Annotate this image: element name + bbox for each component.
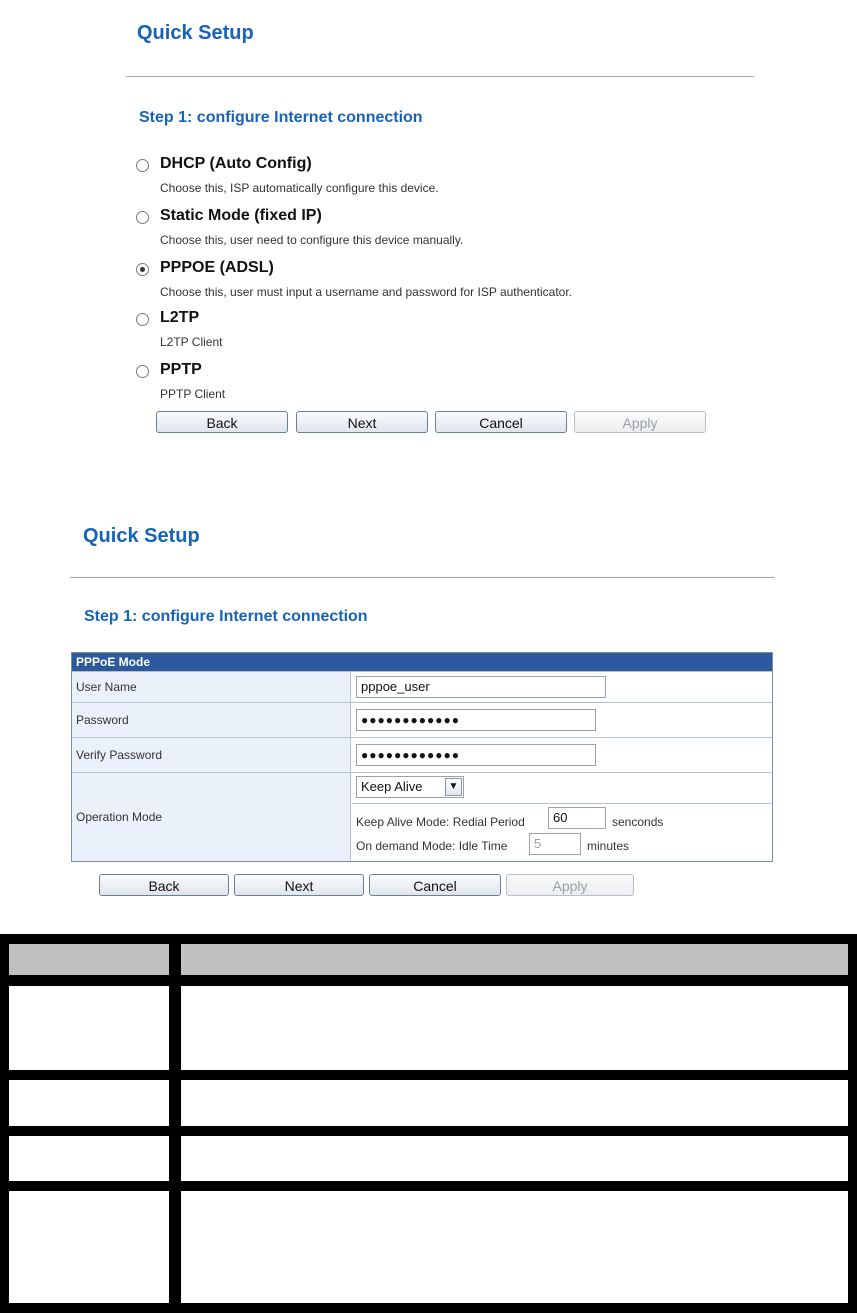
table-cell <box>181 1136 848 1181</box>
table-cell <box>181 1080 848 1126</box>
user-name-label: User Name <box>72 672 351 702</box>
chevron-down-icon[interactable]: ▼ <box>445 778 462 796</box>
back-button[interactable]: Back <box>99 874 229 896</box>
pppoe-form <box>71 652 773 862</box>
back-button[interactable]: Back <box>156 411 288 433</box>
divider <box>126 76 754 77</box>
table-cell <box>9 1191 169 1303</box>
operation-mode-value: Keep Alive <box>361 779 423 794</box>
apply-button[interactable]: Apply <box>574 411 706 433</box>
radio-dhcp[interactable] <box>136 159 149 172</box>
page-title: Quick Setup <box>83 525 200 547</box>
radio-pppoe[interactable] <box>136 263 149 276</box>
apply-button[interactable]: Apply <box>506 874 634 896</box>
option-description: Choose this, ISP automatically configure this device. <box>160 181 439 195</box>
verify-password-input[interactable]: ●●●●●●●●●●●● <box>356 744 596 766</box>
option-label: PPPOE (ADSL) <box>160 259 274 276</box>
option-description: PPTP Client <box>160 387 226 401</box>
on-demand-unit: minutes <box>587 839 630 853</box>
keep-alive-label: Keep Alive Mode: Redial Period <box>356 815 525 829</box>
radio-static[interactable] <box>136 211 149 224</box>
header-cell-2 <box>181 944 848 975</box>
option-description: Choose this, user must input a username and password for ISP authenticator. <box>160 285 573 299</box>
user-name-input[interactable]: pppoe_user <box>356 676 606 698</box>
password-input[interactable]: ●●●●●●●●●●●● <box>356 709 596 731</box>
divider <box>70 577 774 578</box>
page-title: Quick Setup <box>137 22 254 44</box>
cancel-button[interactable]: Cancel <box>435 411 567 433</box>
radio-l2tp[interactable] <box>136 313 149 326</box>
table-cell <box>9 1080 169 1126</box>
next-button[interactable]: Next <box>296 411 428 433</box>
option-label: Static Mode (fixed IP) <box>160 207 322 224</box>
next-button[interactable]: Next <box>234 874 364 896</box>
option-description: Choose this, user need to configure this device manually. <box>160 233 464 247</box>
row-operation-mode <box>72 772 772 861</box>
table-cell <box>9 1136 169 1181</box>
option-label: DHCP (Auto Config) <box>160 155 312 172</box>
redial-period-input[interactable]: 60 <box>548 807 606 829</box>
password-label: Password <box>72 703 351 737</box>
option-description: L2TP Client <box>160 335 223 349</box>
step-title: Step 1: configure Internet connection <box>84 608 368 625</box>
row-user-name <box>72 671 772 702</box>
idle-time-input[interactable]: 5 <box>529 833 581 855</box>
row-divider <box>352 803 772 804</box>
operation-mode-label: Operation Mode <box>72 773 351 861</box>
row-verify-password <box>72 737 772 772</box>
verify-password-label: Verify Password <box>72 738 351 772</box>
section-header: PPPoE Mode <box>72 653 772 671</box>
radio-pptp[interactable] <box>136 365 149 378</box>
row-password <box>72 702 772 737</box>
operation-mode-select[interactable] <box>356 776 464 798</box>
header-cell-1 <box>9 944 169 975</box>
option-label: L2TP <box>160 309 200 326</box>
table-cell <box>181 1191 848 1303</box>
option-label: PPTP <box>160 361 202 378</box>
cancel-button[interactable]: Cancel <box>369 874 501 896</box>
step-title: Step 1: configure Internet connection <box>139 109 423 126</box>
on-demand-label: On demand Mode: Idle Time <box>356 839 508 853</box>
keep-alive-unit: senconds <box>612 815 664 829</box>
description-table <box>0 934 857 1313</box>
table-cell <box>181 986 848 1070</box>
table-cell <box>9 986 169 1070</box>
